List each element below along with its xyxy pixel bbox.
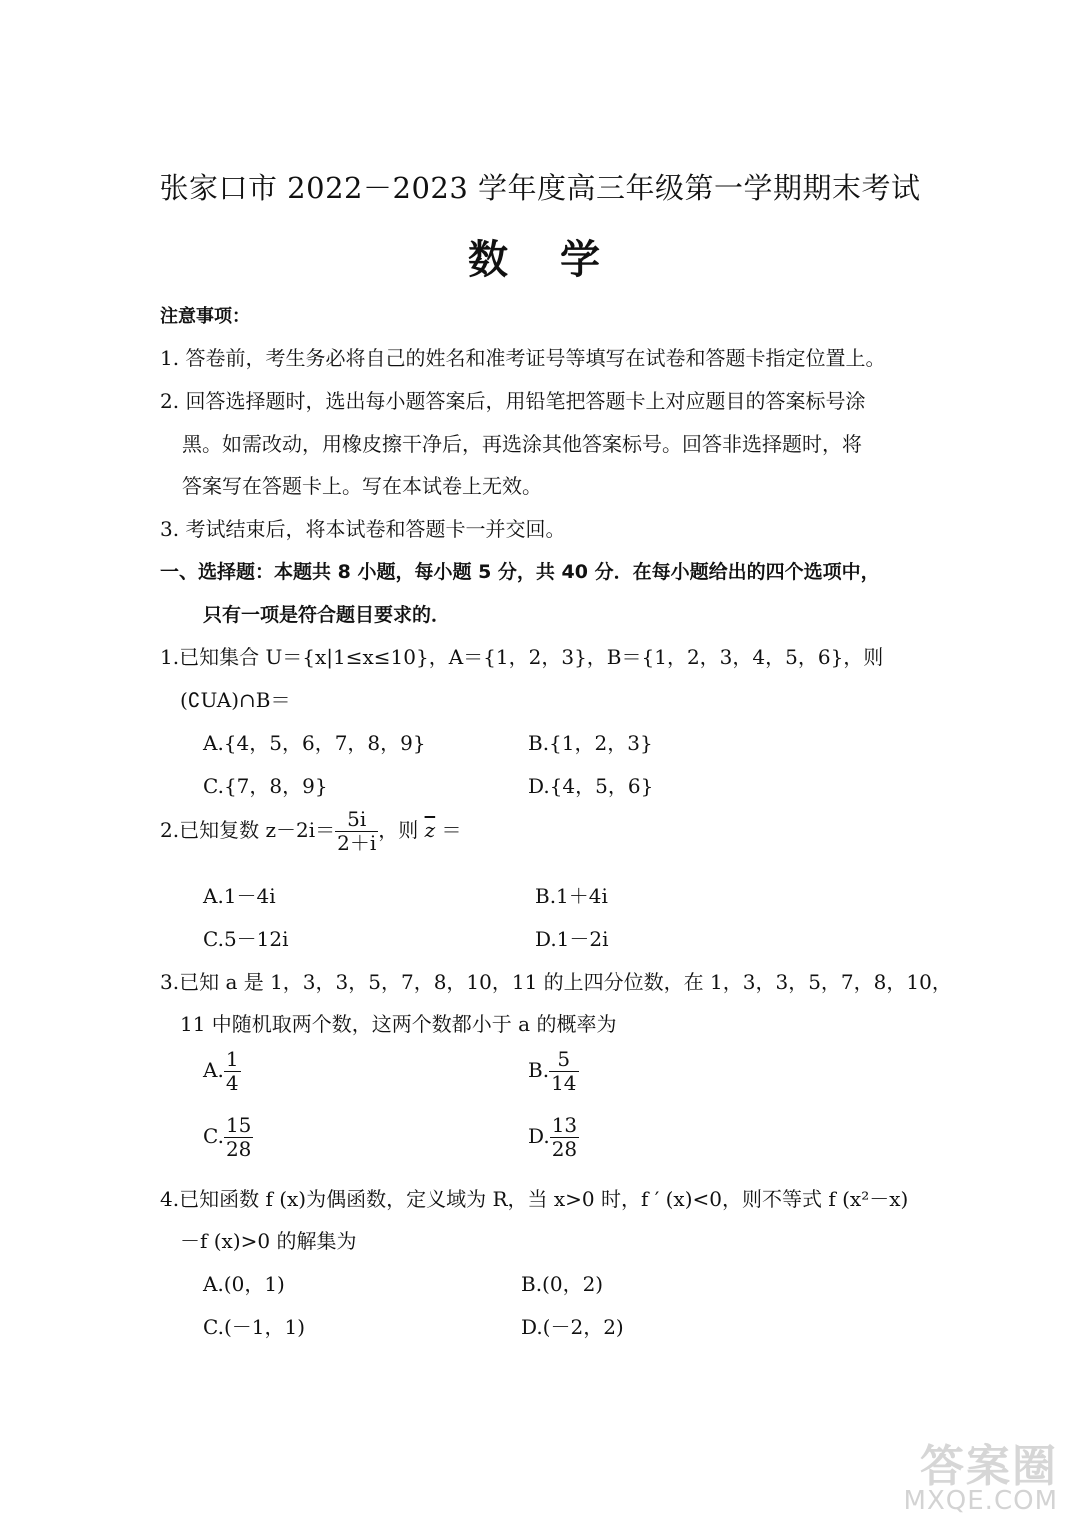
q1-stem: 1.已知集合 U＝{x|1≤x≤10}，A＝{1，2，3}，B＝{1，2，3，4，5，6}，则 [160, 645, 884, 669]
q4-stem: 4.已知函数 f (x)为偶函数，定义域为 R，当 x>0 时，f ′ (x)<0，则不等式 f (x²－x) [160, 1187, 909, 1211]
subject-title: 数学 [468, 236, 652, 283]
q3-d-fraction [550, 1114, 579, 1161]
q1-option-a: A.{4，5，6，7，8，9} [203, 731, 426, 755]
q3-d-num: 13 [551, 1113, 578, 1137]
section-1-heading: 一、选择题：本题共 8 小题，每小题 5 分，共 40 分．在每小题给出的四个选项中， [160, 561, 880, 583]
q3-option-d [528, 1114, 579, 1161]
q1-option-c: C.{7，8，9} [203, 774, 328, 798]
q4-option-b: B.(0，2) [521, 1272, 604, 1296]
q2-option-a: A.1－4i [203, 884, 276, 908]
note-2-line-2: 黑。如需改动，用橡皮擦干净后，再选涂其他答案标号。回答非选择题时，将 [182, 432, 862, 456]
q1-option-d: D.{4，5，6} [528, 774, 654, 798]
q3-b-fraction [549, 1048, 578, 1095]
q3-stem-cont: 11 中随机取两个数，这两个数都小于 a 的概率为 [180, 1012, 617, 1036]
q3-c-label: C. [203, 1124, 224, 1148]
notes-heading: 注意事项： [160, 306, 250, 327]
q2-stem-post: ＝ [441, 818, 462, 842]
q1-stem-cont: (∁UA)∩B＝ [180, 688, 291, 712]
q2-zbar: $\overline{z}$ [424, 818, 436, 842]
q3-c-fraction [224, 1114, 253, 1161]
q2-option-d: D.1－2i [535, 927, 609, 951]
q4-option-d: D.(－2，2) [521, 1315, 624, 1339]
q2-stem-mid: ，则 [378, 818, 419, 842]
q2-fraction [335, 808, 378, 855]
q3-c-num: 15 [225, 1113, 252, 1137]
q4-stem-cont: －f (x)>0 的解集为 [180, 1229, 357, 1253]
q3-d-den: 28 [551, 1137, 578, 1161]
exam-title: 张家口市 2022－2023 学年度高三年级第一学期期末考试 [159, 171, 921, 205]
q3-a-num: 1 [225, 1047, 239, 1071]
note-2-line-3: 答案写在答题卡上。写在本试卷上无效。 [182, 474, 542, 498]
q3-a-fraction [224, 1048, 241, 1095]
q3-d-label: D. [528, 1124, 550, 1148]
q3-c-den: 28 [225, 1137, 252, 1161]
section-1-subheading: 只有一项是符合题目要求的． [203, 604, 451, 626]
q4-option-c: C.(－1，1) [203, 1315, 306, 1339]
note-2-line-1: 2. 回答选择题时，选出每小题答案后，用铅笔把答题卡上对应题目的答案标号涂 [160, 389, 866, 413]
q3-option-c [203, 1114, 253, 1161]
q2-stem [160, 808, 462, 855]
watermark-site: MXQE.COM [903, 1486, 1058, 1516]
q2-option-b: B.1＋4i [535, 884, 608, 908]
q3-option-a [203, 1048, 241, 1095]
note-3: 3. 考试结束后，将本试卷和答题卡一并交回。 [160, 517, 566, 541]
q1-option-b: B.{1，2，3} [528, 731, 653, 755]
q3-b-label: B. [528, 1058, 550, 1082]
q3-a-den: 4 [225, 1071, 239, 1095]
q2-frac-num: 5i [335, 808, 378, 832]
q2-frac-den: 2＋i [337, 831, 377, 855]
q3-stem: 3.已知 a 是 1，3，3，5，7，8，10，11 的上四分位数，在 1，3，3，5，7，8，10， [160, 970, 952, 994]
q3-b-num: 5 [549, 1048, 578, 1072]
q4-option-a: A.(0，1) [203, 1272, 285, 1296]
q3-b-den: 14 [551, 1071, 577, 1095]
watermark-logo: 答案圈 [920, 1441, 1058, 1492]
note-1: 1. 答卷前，考生务必将自己的姓名和准考证号等填写在试卷和答题卡指定位置上。 [160, 346, 886, 370]
q2-stem-pre: 2.已知复数 z－2i＝ [160, 818, 336, 842]
q3-a-label: A. [203, 1058, 224, 1082]
q2-option-c: C.5－12i [203, 927, 289, 951]
q3-option-b [528, 1048, 579, 1095]
